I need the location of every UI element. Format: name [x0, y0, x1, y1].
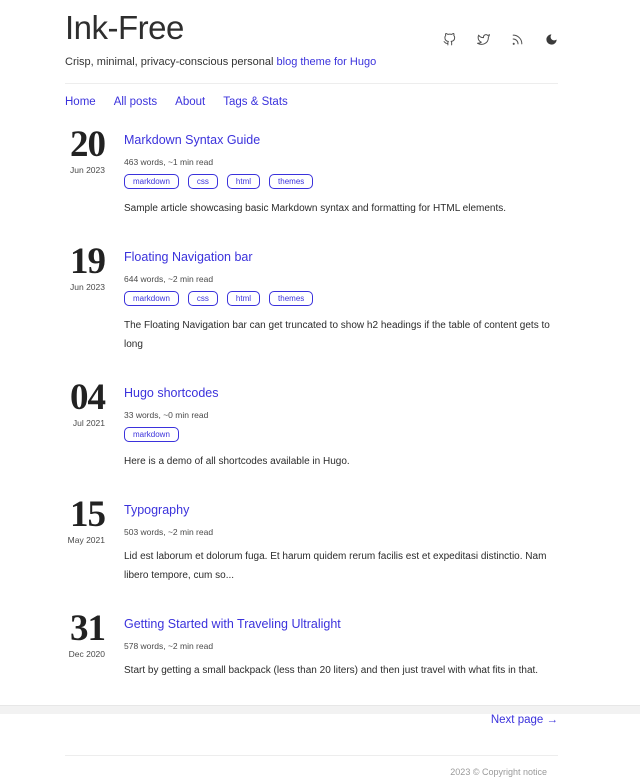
- tagline-text: Crisp, minimal, privacy-conscious personal: [65, 56, 277, 69]
- tag-pill[interactable]: html: [227, 291, 260, 306]
- post-body: [124, 615, 558, 680]
- header-divider: [65, 83, 558, 84]
- github-link[interactable]: [443, 33, 456, 46]
- post-month-year: Jun 2023: [70, 165, 105, 176]
- post-title-link[interactable]: Getting Started with Traveling Ultralight: [124, 617, 341, 632]
- post-meta: 578 words, ~2 min read: [124, 641, 214, 652]
- post-tags: [124, 174, 558, 189]
- tag-pill[interactable]: css: [188, 291, 218, 306]
- site-header: [65, 10, 558, 68]
- post-description: Sample article showcasing basic Markdown syntax and formatting for HTML elements.: [124, 203, 507, 215]
- footer-divider: [65, 755, 558, 756]
- tag-pill[interactable]: themes: [269, 291, 313, 306]
- post-tags: [124, 427, 558, 442]
- nav-item-tags-stats[interactable]: Tags & Stats: [223, 96, 288, 109]
- post-month-year: May 2021: [67, 535, 105, 546]
- bottom-band: [0, 705, 640, 714]
- tagline-hugo-link[interactable]: blog theme for Hugo: [276, 56, 377, 69]
- tag-pill[interactable]: html: [227, 174, 260, 189]
- post-day: 19: [70, 241, 105, 283]
- tag-pill[interactable]: markdown: [124, 174, 179, 189]
- post-body: [124, 501, 558, 585]
- post-date: [65, 494, 105, 585]
- nav-item-all-posts[interactable]: All posts: [113, 96, 158, 109]
- post-description: Lid est laborum et dolorum fuga. Et harum quidem rerum facilis est et expeditasi distinctio. Nam libero tempore, cum so...: [124, 551, 547, 582]
- rss-link[interactable]: [511, 33, 524, 46]
- copyright-notice: 2023 © Copyright notice: [450, 767, 547, 777]
- post-month-year: Dec 2020: [68, 649, 105, 660]
- post-title-link[interactable]: Markdown Syntax Guide: [124, 133, 261, 148]
- tag-pill[interactable]: markdown: [124, 291, 179, 306]
- post-tags: [124, 291, 558, 306]
- post-date: [65, 608, 105, 680]
- post-body: [124, 384, 558, 471]
- post-item: [65, 494, 558, 585]
- post-date: [65, 241, 105, 354]
- post-month-year: Jun 2023: [70, 282, 105, 293]
- page-container: [65, 10, 558, 777]
- nav-item-about[interactable]: About: [175, 96, 206, 109]
- post-date: [65, 377, 105, 471]
- post-title-link[interactable]: Hugo shortcodes: [124, 386, 219, 401]
- post-item: [65, 124, 558, 218]
- moon-icon: [545, 33, 558, 46]
- post-body: [124, 248, 558, 354]
- next-page-label: Next page: [490, 714, 544, 727]
- site-tagline: [65, 56, 558, 68]
- post-day: 15: [70, 494, 105, 536]
- site-footer: [65, 767, 558, 777]
- post-meta: 644 words, ~2 min read: [124, 274, 214, 285]
- post-title-link[interactable]: Typography: [124, 503, 190, 518]
- post-meta: 33 words, ~0 min read: [124, 410, 209, 421]
- post-date: [65, 124, 105, 218]
- post-body: [124, 131, 558, 218]
- post-title-link[interactable]: Floating Navigation bar: [124, 250, 253, 265]
- tag-pill[interactable]: themes: [269, 174, 313, 189]
- twitter-icon: [477, 33, 490, 46]
- twitter-link[interactable]: [477, 33, 490, 46]
- social-icon-row: [443, 33, 558, 46]
- post-day: 31: [70, 608, 105, 650]
- post-day: 04: [70, 377, 105, 419]
- post-list: [65, 124, 558, 680]
- post-item: [65, 608, 558, 680]
- site-title[interactable]: Ink-Free: [65, 9, 184, 46]
- post-meta: 463 words, ~1 min read: [124, 157, 214, 168]
- post-description: The Floating Navigation bar can get truncated to show h2 headings if the table of content gets to long: [124, 320, 550, 351]
- post-item: [65, 241, 558, 354]
- main-nav: [65, 96, 558, 108]
- post-month-year: Jul 2021: [72, 418, 105, 429]
- nav-item-home[interactable]: Home: [65, 96, 96, 109]
- tag-pill[interactable]: markdown: [124, 427, 179, 442]
- post-item: [65, 377, 558, 471]
- tag-pill[interactable]: css: [188, 174, 218, 189]
- dark-mode-toggle[interactable]: [545, 33, 558, 46]
- rss-icon: [511, 33, 524, 46]
- post-description: Start by getting a small backpack (less than 20 liters) and then just travel with what fits in that.: [124, 665, 539, 677]
- post-day: 20: [70, 124, 105, 166]
- next-page-link[interactable]: [491, 714, 558, 726]
- post-meta: 503 words, ~2 min read: [124, 527, 214, 538]
- post-description: Here is a demo of all shortcodes available in Hugo.: [124, 456, 350, 468]
- github-icon: [443, 33, 456, 46]
- arrow-right-icon: →: [546, 714, 558, 727]
